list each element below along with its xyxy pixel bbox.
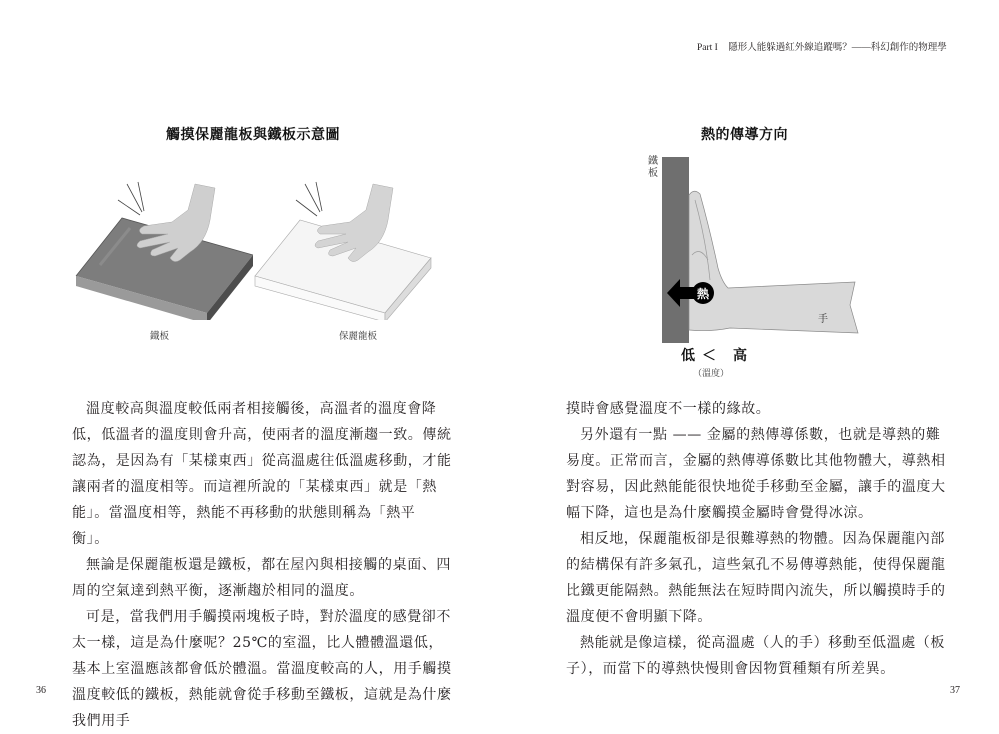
running-head-title: 隱形人能躲過紅外線追蹤嗎？——科幻創作的物理學 [728,43,947,53]
left-figure-title: 觸摸保麗龍板與鐵板示意圖 [166,127,340,143]
temp-scale-high: 高 [733,348,747,364]
caption-foam-plate: 保麗龍板 [339,331,378,342]
heat-conduction-illustration [650,150,870,350]
paragraph: 可是，當我們用手觸摸兩塊板子時，對於溫度的感覺卻不太一樣，這是為什麼呢？25℃的室溫，比人體體溫還低，基本上室溫應該都會低於體溫。當溫度較高的人，用手觸摸溫度較低的鐵板，熱能就會從手移動至鐵板，這就是為什麼我們用手 [72,609,452,729]
hand-arm-shape [689,191,858,333]
iron-plate-illustration [76,182,253,320]
temp-scale-symbol: ＜ [702,348,716,364]
paragraph: 另外還有一點 —— 金屬的熱傳導係數，也就是導熱的難易度。正常而言，金屬的熱傳導係數比其他物體大，導熱相對容易，因此熱能能很快地從手移動至金屬，讓手的溫度大幅下降，這也是為什麼觸摸金屬時會覺得冰涼。 [566,427,946,521]
heat-badge-text: 熱 [696,287,710,301]
plates-illustration [60,170,460,320]
hand-label: 手 [818,314,828,325]
foam-plate-illustration [255,182,431,320]
left-body-text [72,396,452,734]
caption-iron-plate: 鐵板 [150,331,170,342]
paragraph: 摸時會感覺溫度不一樣的緣故。 [566,401,771,417]
paragraph: 熱能就是像這樣，從高溫處（人的手）移動至低溫處（板子），而當下的導熱快慢則會因物質種類有所差異。 [566,635,945,677]
paragraph: 溫度較高與溫度較低兩者相接觸後，高溫者的溫度會降低，低溫者的溫度則會升高，使兩者的溫度漸趨一致。傳統認為，是因為有「某樣東西」從高溫處往低溫處移動，才能讓兩者的溫度相等。而這裡所說的「某樣東西」就是「熱能」。當溫度相等，熱能不再移動的狀態則稱為「熱平衡」。 [72,401,452,547]
right-figure-title: 熱的傳導方向 [701,127,788,143]
running-head-part: Part I [697,43,718,53]
paragraph: 相反地，保麗龍板卻是很難導熱的物體。因為保麗龍內部的結構保有許多氣孔，這些氣孔不易傳導熱能，使得保麗龍比鐵更能隔熱。熱能無法在短時間內流失，所以觸摸時手的溫度便不會明顯下降。 [566,531,946,625]
paragraph: 無論是保麗龍板還是鐵板，都在屋內與相接觸的桌面、四周的空氣達到熱平衡，逐漸趨於相同的溫度。 [72,557,451,599]
iron-plate-bar [662,157,689,343]
running-head [697,39,947,53]
page-number-right: 37 [950,685,960,696]
temp-scale-caption: （溫度） [693,369,730,379]
temp-scale-low: 低 [681,348,695,364]
page-number-left: 36 [36,685,46,696]
right-body-text [566,396,946,682]
plate-label: 鐵板 [648,156,658,179]
